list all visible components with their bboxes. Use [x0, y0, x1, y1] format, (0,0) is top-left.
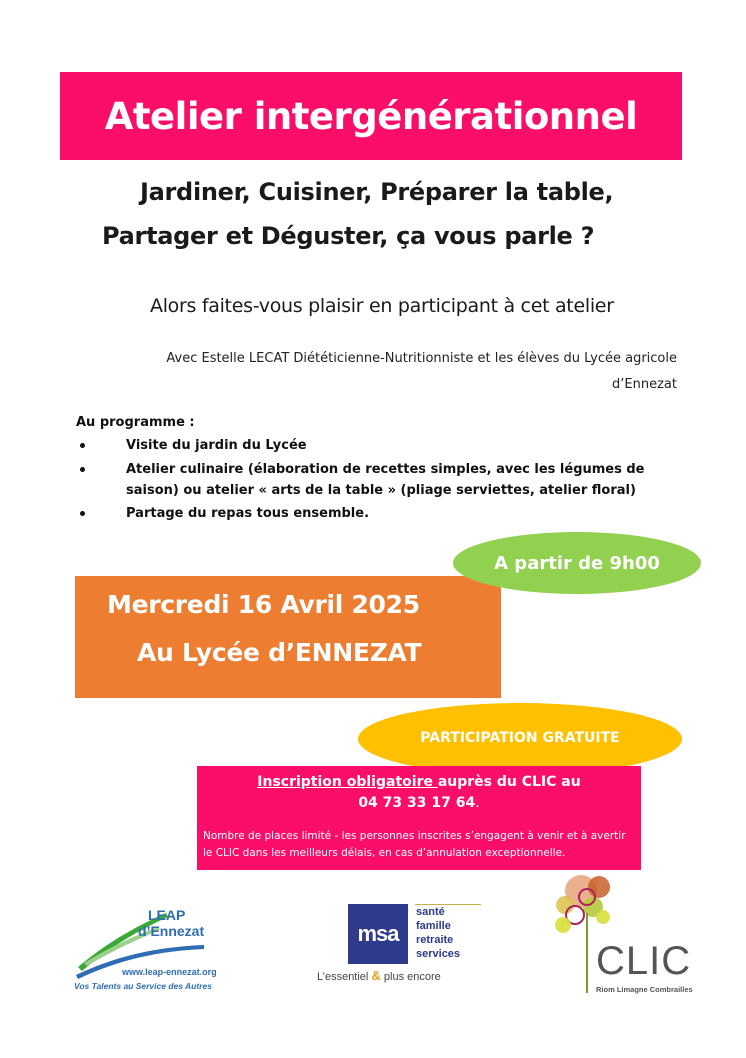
leap-name: LEAP [148, 907, 186, 923]
free-text: PARTICIPATION GRATUITE [420, 730, 620, 746]
clic-sub: Riom Limagne Combrailles [596, 985, 693, 994]
clic-name: CLIC [596, 939, 692, 983]
msa-tagline: L’essentiel & plus encore [317, 968, 441, 983]
list-item: Visite du jardin du Lycée [80, 435, 680, 456]
with-line-1: Avec Estelle LECAT Diététicienne-Nutritionniste et les élèves du Lycée agricole [166, 351, 677, 366]
inscription-required: Inscription obligatoire [257, 774, 438, 790]
bullet-icon [80, 443, 85, 448]
msa-mark-icon: msa [348, 904, 408, 964]
free-badge [358, 703, 682, 775]
location-text: Au Lycée d’ENNEZAT [137, 638, 422, 667]
inscription-line: Inscription obligatoire auprès du CLIC au [257, 774, 581, 790]
invite-text: Alors faites-vous plaisir en participant à cet atelier [150, 295, 614, 317]
inscription-note: Nombre de places limité - les personnes inscrites s’engagent à venir et à avertir le CLIC dans les meilleurs délais, en cas d’annulation exceptionnelle. [203, 830, 626, 859]
leap-url: www.leap-ennezat.org [122, 967, 217, 977]
headline-line-2: Partager et Déguster, ça vous parle ? [102, 222, 595, 250]
msa-logo [315, 902, 485, 987]
bullet-icon [80, 511, 85, 516]
msa-lines: santé famille retraite services [416, 906, 461, 960]
headline-line-1: Jardiner, Cuisiner, Préparer la table, [140, 178, 614, 206]
leap-logo [74, 905, 224, 995]
time-badge [453, 532, 701, 594]
leap-slogan: Vos Talents au Service des Autres [74, 981, 212, 991]
programme-list [80, 435, 680, 525]
phone-line: 04 73 33 17 64. [358, 795, 480, 811]
with-line-2: d’Ennezat [612, 377, 677, 392]
phone-number: 04 73 33 17 64 [358, 795, 476, 811]
bullet-icon [80, 467, 85, 472]
page-title: Atelier intergénérationnel [104, 94, 638, 138]
programme-title: Au programme : [76, 415, 195, 430]
leap-name-2: d’Ennezat [138, 923, 205, 939]
list-item: Partage du repas tous ensemble. [80, 503, 680, 524]
inscription-box [197, 766, 641, 870]
clic-logo [553, 873, 693, 998]
date-text: Mercredi 16 Avril 2025 [107, 590, 420, 619]
list-item: Atelier culinaire (élaboration de recettes simples, avec les légumes de saison) ou atelier « arts de la table » (pliage serviettes, atelier floral) [80, 459, 680, 501]
title-banner [60, 72, 682, 160]
time-text: A partir de 9h00 [494, 552, 660, 574]
date-box [75, 576, 501, 698]
